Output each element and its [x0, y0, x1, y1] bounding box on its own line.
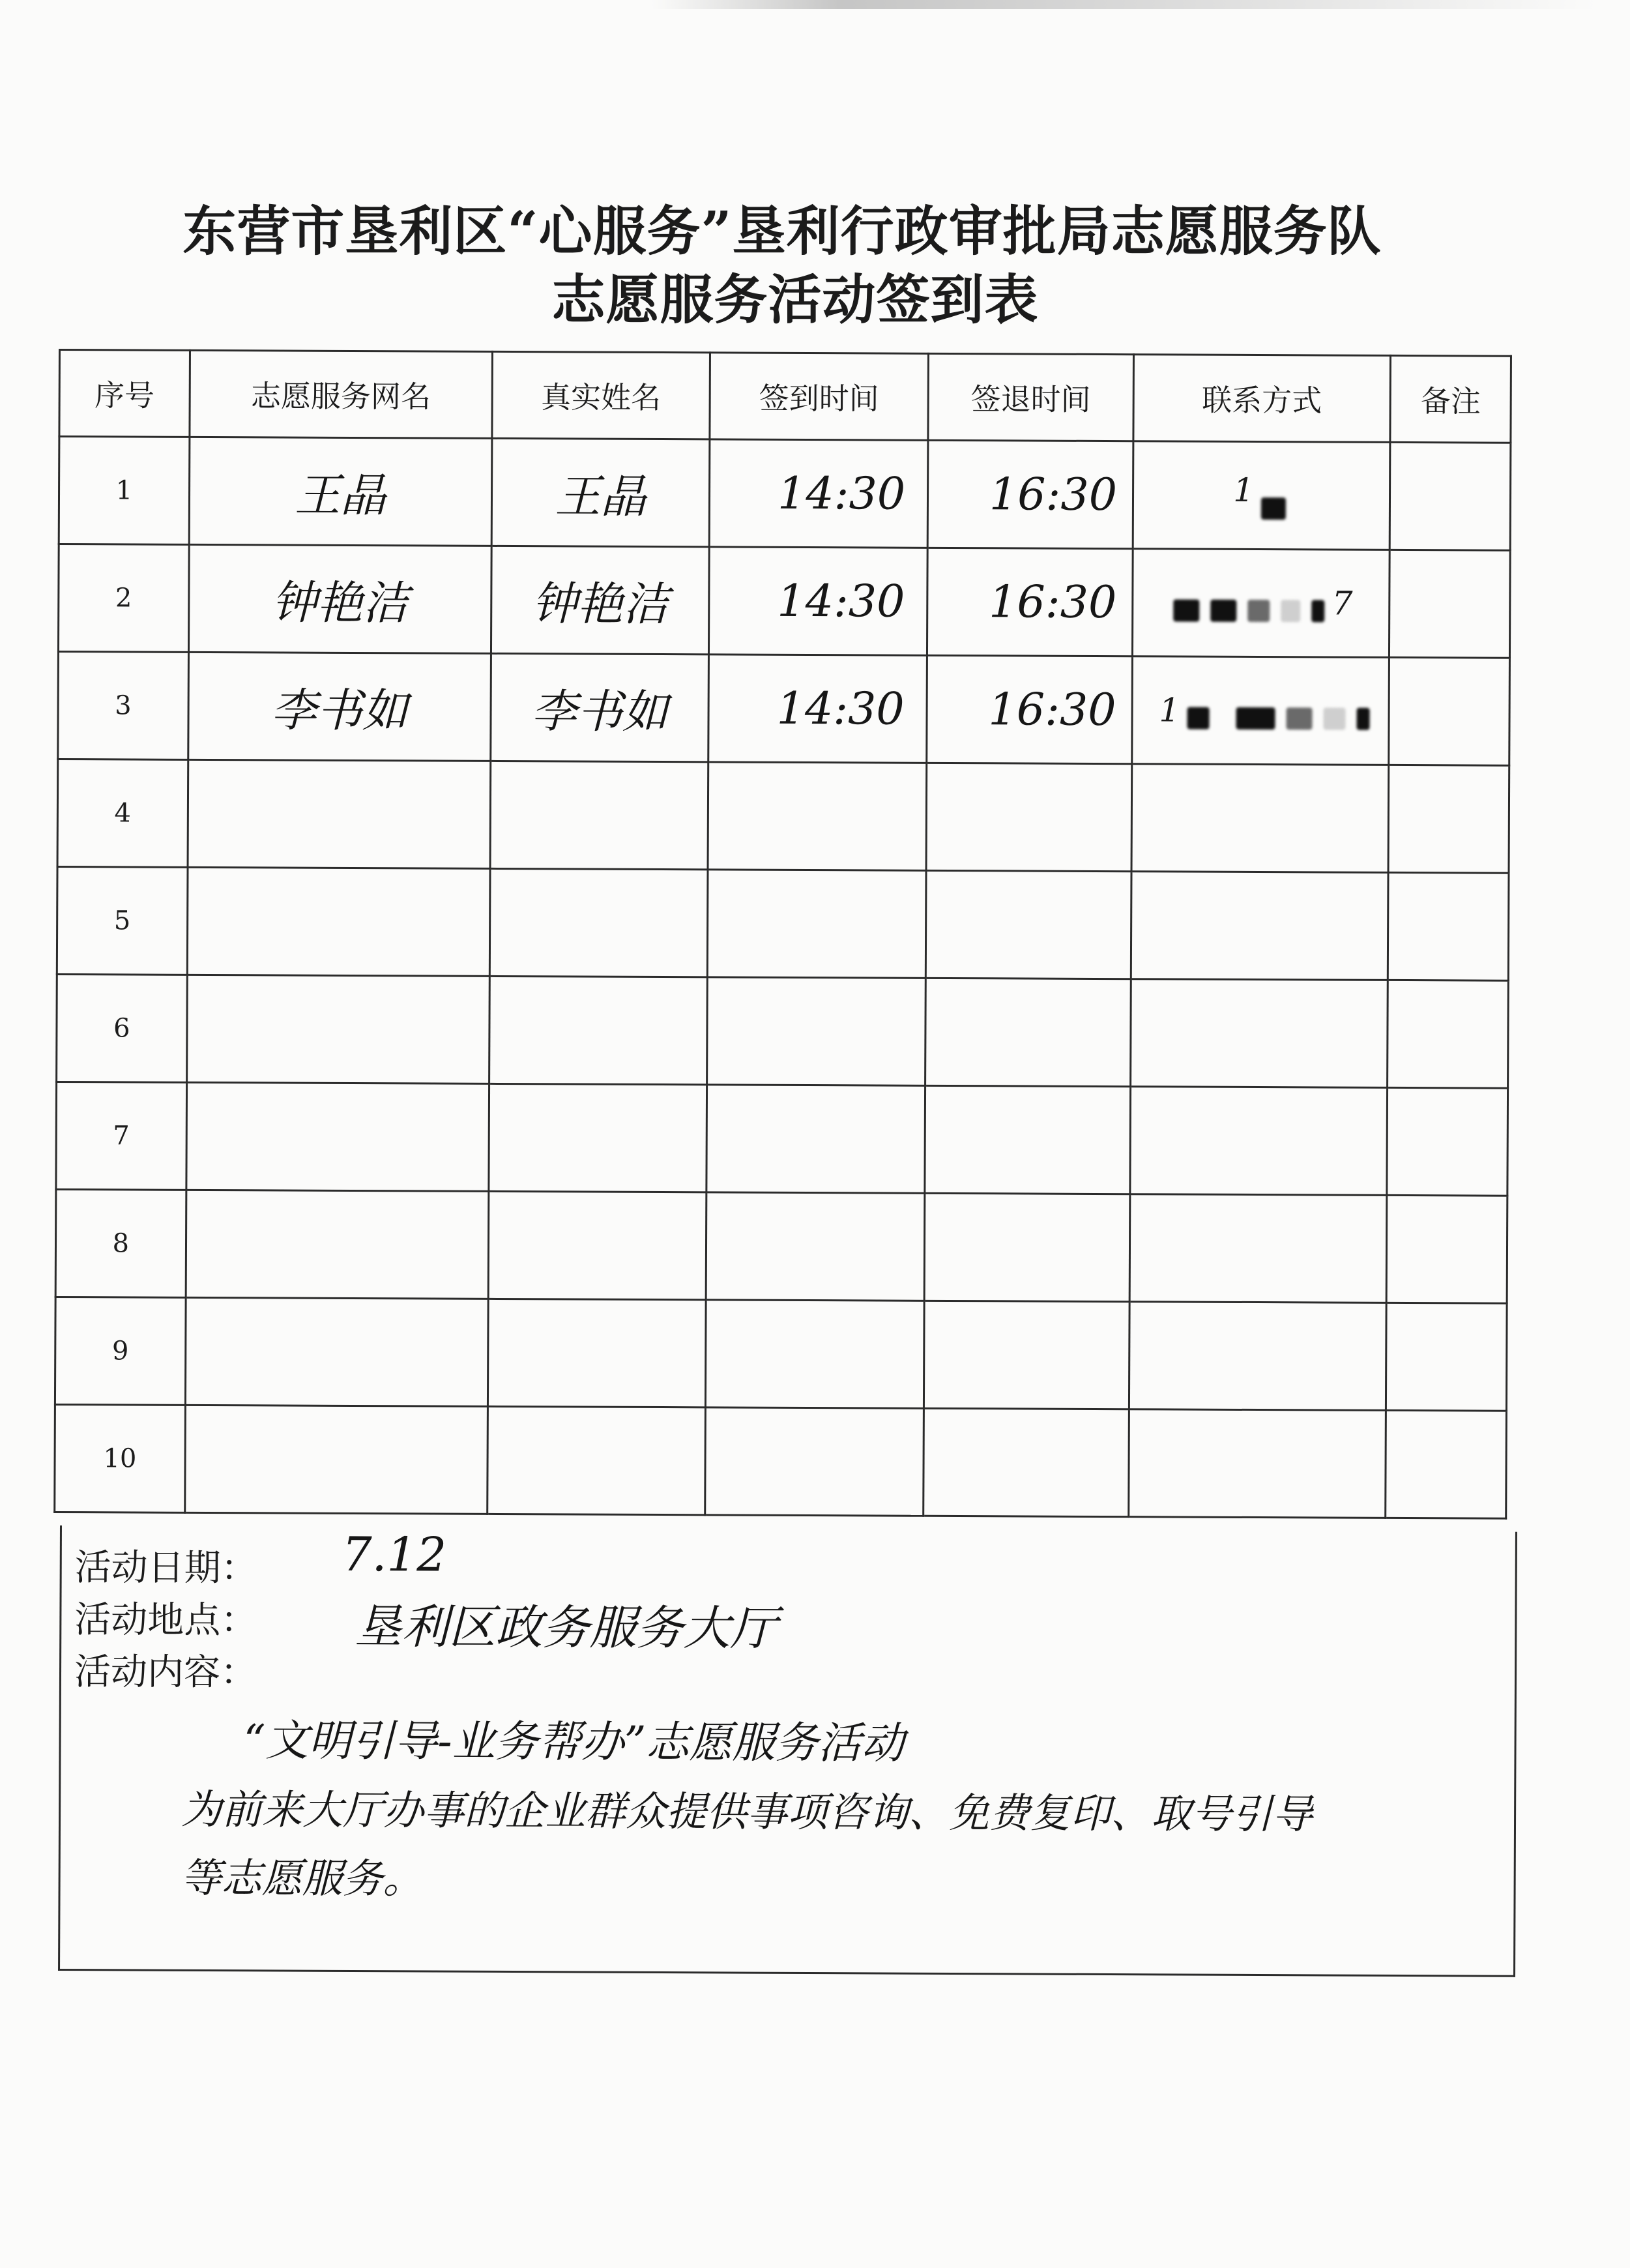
- table-row: [59, 437, 1511, 551]
- sign-out-time-cell: [924, 1193, 1130, 1301]
- row-index: 10: [55, 1404, 185, 1512]
- sign-out-time-cell: [926, 763, 1132, 871]
- row-index: 3: [58, 652, 188, 760]
- sign-out-time-cell: [925, 978, 1131, 1086]
- online-name-cell: [187, 867, 490, 976]
- sign-in-time-cell: 14:30: [709, 547, 928, 655]
- header-online-name: 志愿服务网名: [190, 350, 493, 438]
- note-cell: [1386, 1410, 1506, 1518]
- scan-edge-smudge: [652, 0, 1597, 9]
- note-cell: [1386, 1303, 1507, 1411]
- document-subtitle: 志愿服务活动签到表: [551, 269, 1039, 331]
- row-index: 2: [58, 544, 188, 653]
- table-row: [58, 544, 1510, 658]
- real-name-cell: [488, 1191, 706, 1299]
- note-cell: [1388, 872, 1509, 980]
- redaction-block: [1173, 600, 1199, 622]
- online-name-cell: 李书如: [188, 652, 491, 761]
- sign-in-table: [53, 349, 1512, 1520]
- sign-in-time-cell: [707, 977, 926, 1085]
- contact-visible-digit: 1: [1233, 471, 1255, 510]
- sign-out-time-cell: 16:30: [927, 548, 1133, 656]
- contact-visible-digit: 1: [1159, 691, 1180, 729]
- sign-in-time-cell: [706, 1192, 925, 1301]
- activity-details-box: [58, 1525, 1517, 1977]
- activity-content-line-3: 等志愿服务。: [181, 1853, 424, 1903]
- contact-cell-redacted: [1132, 549, 1390, 658]
- contact-cell: [1131, 764, 1389, 873]
- contact-cell: [1131, 872, 1388, 980]
- row-index: 9: [55, 1297, 185, 1405]
- row-index: 6: [57, 974, 187, 1082]
- contact-visible-digit: 7: [1332, 584, 1353, 623]
- activity-content-line-1: “文明引导-业务帮办”志愿服务活动: [243, 1715, 905, 1769]
- real-name-cell: 钟艳洁: [491, 546, 709, 654]
- row-index: 1: [59, 437, 189, 545]
- redaction-block: [1187, 707, 1209, 729]
- sign-out-time-cell: [924, 1301, 1129, 1409]
- activity-content-line-2: 为前来大厅办事的企业群众提供事项咨询、免费复印、取号引导: [181, 1785, 1313, 1838]
- sign-in-time-cell: [705, 1407, 924, 1516]
- sign-in-time-cell: [706, 1300, 925, 1408]
- note-cell: [1390, 442, 1510, 550]
- contact-cell: [1129, 1409, 1386, 1518]
- online-name-cell: [186, 975, 489, 1083]
- online-name-cell: 钟艳洁: [188, 544, 491, 653]
- sign-out-time-cell: [925, 870, 1131, 979]
- note-cell: [1386, 1195, 1507, 1303]
- note-cell: [1390, 550, 1510, 658]
- contact-cell: [1130, 979, 1388, 1088]
- activity-location-label: 活动地点：: [74, 1598, 257, 1642]
- real-name-cell: [487, 1406, 705, 1514]
- online-name-cell: [186, 1082, 489, 1191]
- online-name-cell: [184, 1405, 488, 1514]
- sign-out-time-cell: [924, 1408, 1129, 1516]
- online-name-cell: [185, 1297, 488, 1406]
- redaction-block: [1261, 497, 1286, 520]
- table-row: [55, 1297, 1507, 1411]
- table-row: [57, 866, 1509, 980]
- contact-cell-redacted: [1132, 656, 1390, 765]
- sign-in-time-cell: [706, 1085, 925, 1193]
- redaction-block: [1286, 707, 1312, 729]
- table-row: [57, 974, 1509, 1088]
- real-name-cell: [490, 761, 708, 869]
- header-sign-in-time: 签到时间: [710, 353, 928, 440]
- table-header-row: [59, 350, 1511, 443]
- note-cell: [1388, 980, 1508, 1088]
- online-name-cell: [188, 759, 491, 868]
- header-contact: 联系方式: [1133, 355, 1391, 443]
- table-row: [58, 652, 1510, 766]
- contact-cell: [1129, 1194, 1387, 1303]
- real-name-cell: 王晶: [491, 438, 710, 546]
- real-name-cell: [489, 976, 707, 1084]
- sign-out-time-cell: 16:30: [927, 655, 1133, 763]
- sign-in-time-cell: 14:30: [708, 655, 927, 763]
- row-index: 7: [56, 1082, 186, 1190]
- table-row: [55, 1189, 1507, 1303]
- real-name-cell: [488, 1299, 706, 1407]
- activity-date-label: 活动日期：: [74, 1546, 257, 1590]
- note-cell: [1389, 657, 1509, 765]
- row-index: 8: [55, 1189, 186, 1297]
- note-cell: [1387, 1087, 1507, 1196]
- row-index: 5: [57, 866, 187, 975]
- redaction-block: [1210, 600, 1236, 622]
- table-row: [55, 1404, 1507, 1518]
- table-row: [57, 759, 1509, 874]
- sign-in-time-cell: [708, 762, 927, 870]
- sign-in-time-cell: 14:30: [709, 439, 928, 548]
- real-name-cell: [489, 1083, 707, 1192]
- activity-content-label: 活动内容：: [74, 1651, 257, 1694]
- real-name-cell: [489, 868, 708, 977]
- header-index: 序号: [59, 350, 190, 437]
- redaction-block: [1324, 708, 1346, 730]
- redaction-block: [1236, 707, 1275, 729]
- activity-location-value: 垦利区政务服务大厅: [355, 1598, 778, 1656]
- header-sign-out-time: 签退时间: [928, 353, 1133, 441]
- header-note: 备注: [1390, 355, 1511, 443]
- redaction-block: [1357, 708, 1370, 730]
- document-title: 东营市垦利区“心服务”垦利行政审批局志愿服务队: [182, 200, 1382, 263]
- real-name-cell: 李书如: [490, 653, 708, 761]
- redaction-block: [1247, 600, 1270, 622]
- contact-cell-redacted: [1133, 441, 1390, 550]
- activity-date-value: 7.12: [342, 1526, 447, 1582]
- row-index: 4: [57, 759, 188, 868]
- contact-cell: [1130, 1087, 1388, 1196]
- redaction-block: [1311, 600, 1324, 623]
- redaction-block: [1281, 600, 1300, 622]
- sign-out-time-cell: 16:30: [927, 440, 1133, 548]
- sign-in-time-cell: [707, 870, 926, 978]
- sign-out-time-cell: [925, 1085, 1131, 1194]
- contact-cell: [1129, 1302, 1386, 1411]
- header-real-name: 真实姓名: [492, 351, 710, 439]
- table-row: [56, 1082, 1508, 1196]
- note-cell: [1388, 765, 1509, 873]
- online-name-cell: 王晶: [189, 437, 492, 546]
- online-name-cell: [186, 1190, 489, 1299]
